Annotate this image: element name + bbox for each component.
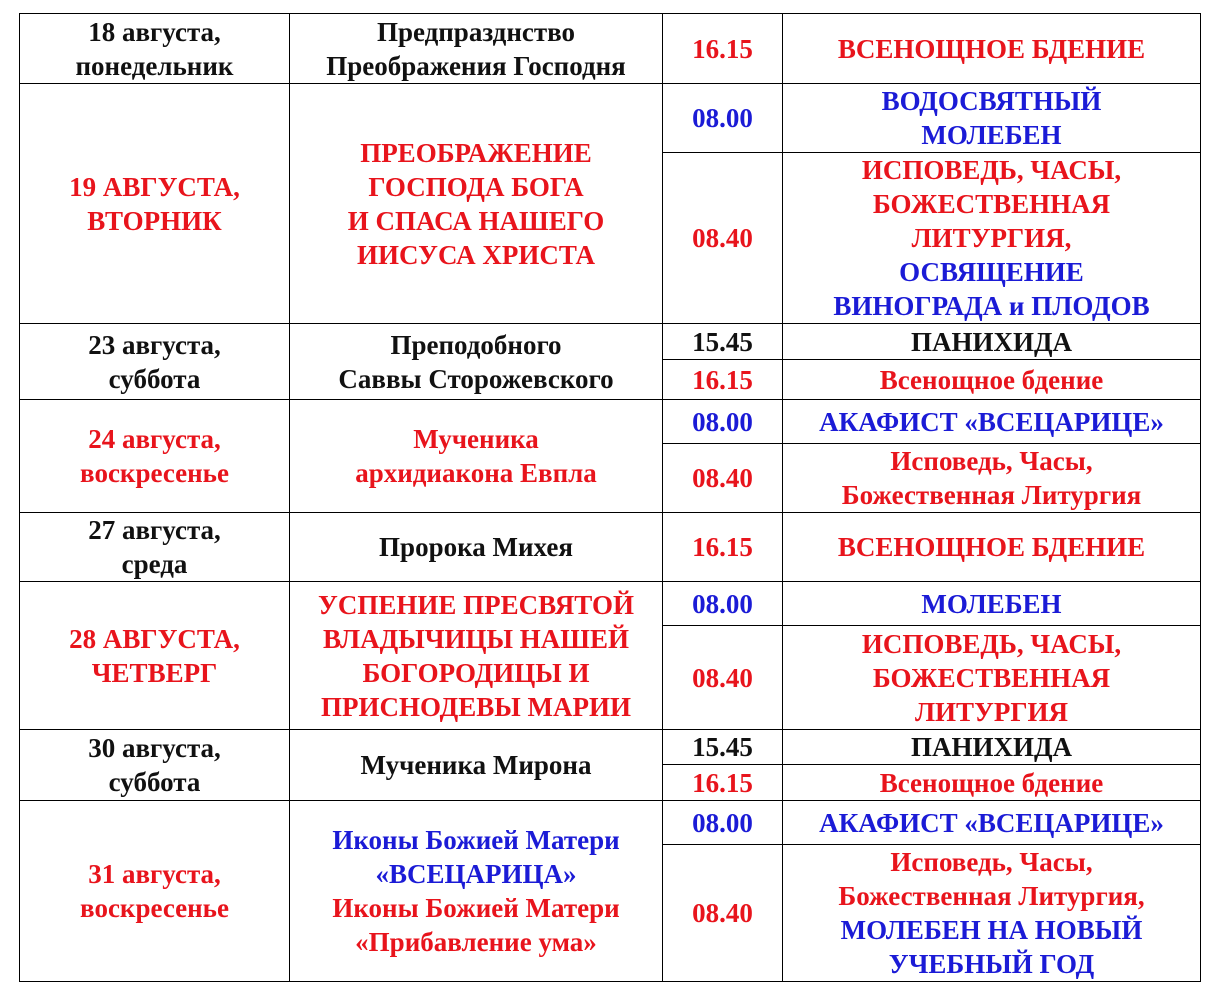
feast-cell <box>290 324 663 400</box>
date-cell <box>20 324 290 400</box>
schedule-row <box>20 84 1201 153</box>
text-line: 30 августа, <box>88 733 221 763</box>
service-time: 16.15 <box>663 360 783 400</box>
service-name <box>783 153 1201 324</box>
service-time: 08.40 <box>663 153 783 324</box>
schedule-table <box>19 13 1201 982</box>
text-line: суббота <box>108 363 201 394</box>
service-name <box>783 444 1201 513</box>
service-time: 08.40 <box>663 444 783 513</box>
text-line: И СПАСА НАШЕГО <box>347 205 605 236</box>
text-line: ВТОРНИК <box>87 205 222 236</box>
feast-cell <box>290 513 663 582</box>
date-cell <box>20 400 290 513</box>
text-line: ВИНОГРАДА и ПЛОДОВ <box>833 291 1150 321</box>
schedule-row <box>20 513 1201 582</box>
text-line: БОЖЕСТВЕННАЯ <box>872 662 1111 693</box>
feast-cell <box>290 14 663 84</box>
text-line: Иконы Божией Матери <box>332 825 620 855</box>
text-line: Исповедь, Часы, <box>890 446 1093 476</box>
service-name <box>783 730 1201 765</box>
service-name <box>783 84 1201 153</box>
text-line: суббота <box>108 767 201 797</box>
text-line: БОГОРОДИЦЫ И <box>362 657 590 688</box>
text-line: 23 августа, <box>88 329 221 360</box>
date-cell <box>20 14 290 84</box>
text-line: Мученика Мирона <box>360 750 592 780</box>
text-line: 27 августа, <box>88 515 221 545</box>
text-line: Всенощное бдение <box>879 767 1104 798</box>
text-line: 19 АВГУСТА, <box>69 171 240 202</box>
service-name <box>783 400 1201 444</box>
text-line: Исповедь, Часы, <box>890 847 1093 877</box>
text-line: ИИСУСА ХРИСТА <box>356 239 596 270</box>
service-name <box>783 801 1201 845</box>
text-line: МОЛЕБЕН НА НОВЫЙ <box>840 915 1143 945</box>
text-line: ВЛАДЫЧИЦЫ НАШЕЙ <box>323 623 629 654</box>
text-line: УСПЕНИЕ ПРЕСВЯТОЙ <box>318 589 634 620</box>
text-line: МОЛЕБЕН <box>921 120 1062 150</box>
text-line: ИСПОВЕДЬ, ЧАСЫ, <box>861 628 1122 659</box>
date-cell <box>20 801 290 982</box>
schedule-row <box>20 801 1201 845</box>
feast-cell <box>290 730 663 801</box>
text-line: 24 августа, <box>88 424 221 454</box>
text-line: ОСВЯЩЕНИЕ <box>899 257 1084 287</box>
text-line: ВСЕНОЩНОЕ БДЕНИЕ <box>837 33 1146 64</box>
text-line: ВОДОСВЯТНЫЙ <box>881 86 1102 116</box>
text-line: ИСПОВЕДЬ, ЧАСЫ, <box>861 155 1122 185</box>
text-line: ЛИТУРГИЯ <box>914 696 1069 727</box>
text-line: 31 августа, <box>88 859 221 889</box>
text-line: ЛИТУРГИЯ, <box>911 223 1072 253</box>
service-name <box>783 765 1201 801</box>
service-time: 16.15 <box>663 14 783 84</box>
text-line: Мученика <box>413 424 539 454</box>
schedule-row <box>20 582 1201 626</box>
text-line: Саввы Сторожевского <box>338 363 614 394</box>
date-cell <box>20 513 290 582</box>
text-line: Преображения Господня <box>326 50 626 81</box>
text-line: ГОСПОДА БОГА <box>368 171 584 202</box>
text-line: Всенощное бдение <box>879 364 1104 395</box>
text-line: Божественная Литургия, <box>838 881 1145 911</box>
feast-cell <box>290 582 663 730</box>
service-time: 08.00 <box>663 84 783 153</box>
text-line: ПРЕОБРАЖЕНИЕ <box>360 137 592 168</box>
text-line: ПРИСНОДЕВЫ МАРИИ <box>321 691 631 722</box>
feast-cell <box>290 801 663 982</box>
service-time: 16.15 <box>663 765 783 801</box>
text-line: АКАФИСТ «ВСЕЦАРИЦЕ» <box>819 807 1164 838</box>
text-line: ЧЕТВЕРГ <box>91 657 218 688</box>
service-name <box>783 14 1201 84</box>
text-line: Преподобного <box>390 329 562 360</box>
service-name <box>783 582 1201 626</box>
text-line: архидиакона Евпла <box>355 458 597 488</box>
text-line: воскресенье <box>80 458 229 488</box>
text-line: 18 августа, <box>88 16 221 47</box>
text-line: понедельник <box>75 50 234 81</box>
text-line: воскресенье <box>80 893 229 923</box>
schedule-row <box>20 324 1201 360</box>
service-time: 08.00 <box>663 801 783 845</box>
schedule-row <box>20 14 1201 84</box>
schedule-row <box>20 730 1201 765</box>
text-line: БОЖЕСТВЕННАЯ <box>872 189 1111 219</box>
date-cell <box>20 582 290 730</box>
feast-cell <box>290 400 663 513</box>
service-time: 08.40 <box>663 845 783 982</box>
text-line: Предпразднство <box>376 16 576 47</box>
service-time: 08.00 <box>663 582 783 626</box>
service-time: 08.40 <box>663 626 783 730</box>
date-cell <box>20 84 290 324</box>
text-line: 28 АВГУСТА, <box>69 623 240 654</box>
service-time: 15.45 <box>663 730 783 765</box>
text-line: Иконы Божией Матери <box>332 893 620 923</box>
text-line: АКАФИСТ «ВСЕЦАРИЦЕ» <box>819 406 1164 437</box>
schedule-row <box>20 400 1201 444</box>
service-name <box>783 324 1201 360</box>
service-time: 08.00 <box>663 400 783 444</box>
text-line: Пророка Михея <box>379 532 573 562</box>
text-line: МОЛЕБЕН <box>921 588 1062 619</box>
text-line: Божественная Литургия <box>841 480 1142 510</box>
text-line: «ВСЕЦАРИЦА» <box>375 859 577 889</box>
text-line: УЧЕБНЫЙ ГОД <box>888 949 1095 979</box>
service-time: 16.15 <box>663 513 783 582</box>
text-line: ПАНИХИДА <box>910 732 1073 762</box>
text-line: среда <box>121 549 188 579</box>
schedule-body <box>20 14 1201 982</box>
service-name <box>783 360 1201 400</box>
service-name <box>783 626 1201 730</box>
service-time: 15.45 <box>663 324 783 360</box>
feast-cell <box>290 84 663 324</box>
service-name <box>783 513 1201 582</box>
service-name <box>783 845 1201 982</box>
text-line: ВСЕНОЩНОЕ БДЕНИЕ <box>837 532 1146 562</box>
text-line: ПАНИХИДА <box>910 326 1073 357</box>
date-cell <box>20 730 290 801</box>
text-line: «Прибавление ума» <box>355 927 597 957</box>
